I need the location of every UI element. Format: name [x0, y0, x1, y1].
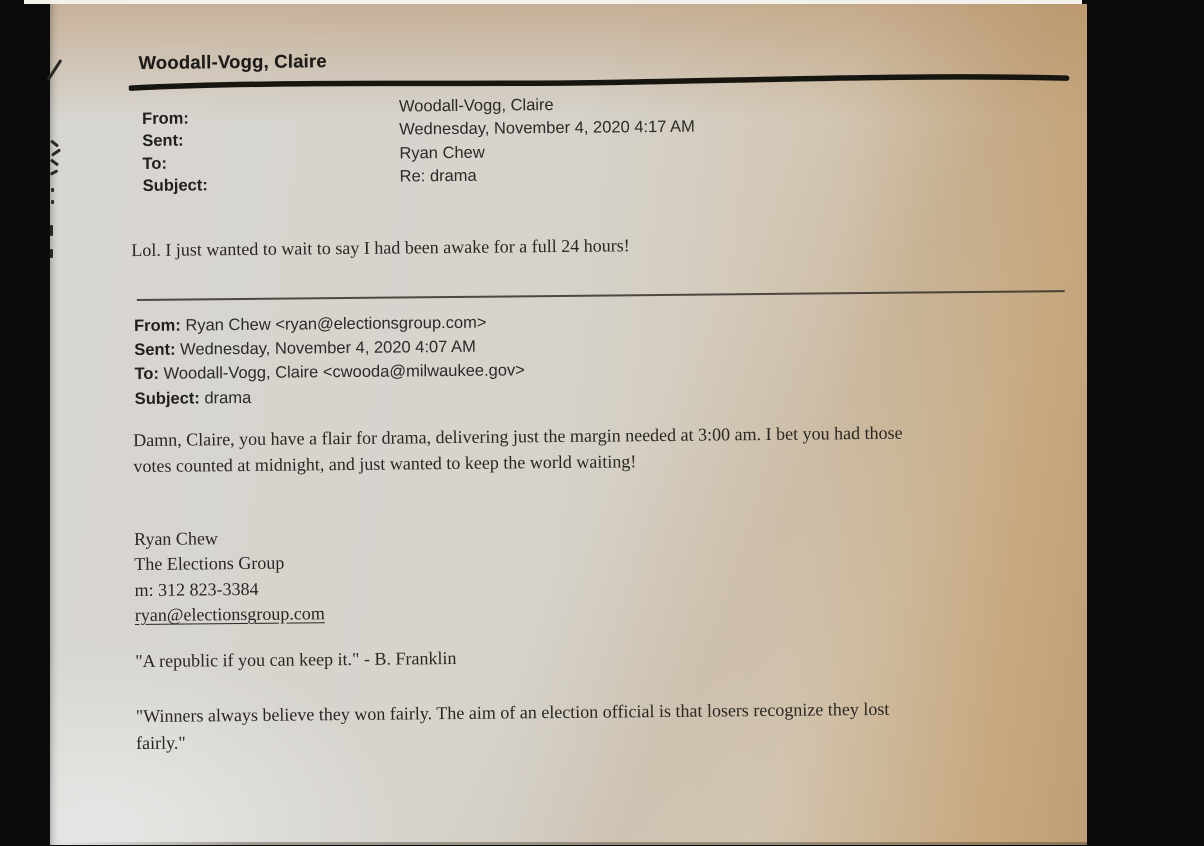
original-field-subject	[135, 383, 526, 411]
page-title: Woodall-Vogg, Claire	[138, 50, 327, 73]
field-value-sent: Wednesday, November 4, 2020 4:07 AM	[180, 337, 476, 359]
field-value-to: Woodall-Vogg, Claire <cwooda@milwaukee.gov>	[163, 361, 525, 384]
field-label-from: From:	[141, 109, 189, 128]
field-label-sent: Sent:	[134, 340, 176, 360]
field-value-subject: drama	[204, 388, 252, 407]
winners-quote-line-1: "Winners always believe they won fairly. The aim of an election official is that losers recognize they lost	[135, 698, 890, 727]
field-label-sent: Sent:	[142, 131, 184, 151]
signature-email-link: ryan@electionsgroup.com	[134, 603, 325, 626]
signature-company: The Elections Group	[134, 553, 285, 575]
reply-body-text: Lol. I just wanted to wait to say I had been awake for a full 24 hours!	[131, 235, 630, 261]
field-value-subject: Re: drama	[399, 166, 477, 186]
field-value-from: Ryan Chew <ryan@electionsgroup.com>	[185, 313, 487, 335]
winners-quote	[136, 696, 890, 756]
signature-block	[134, 525, 325, 628]
printed-email-page	[50, 4, 1087, 845]
original-field-to	[134, 359, 525, 387]
original-body-text	[133, 421, 903, 479]
field-label-subject: Subject:	[142, 176, 208, 196]
field-label-from: From:	[133, 316, 181, 336]
message-divider-line	[137, 290, 1065, 301]
reply-header-labels	[142, 107, 208, 197]
winners-quote-line-2: fairly."	[135, 732, 186, 753]
email-content	[46, 0, 1091, 846]
original-header-fields	[134, 310, 525, 411]
signature-phone: m: 312 823-3384	[134, 578, 259, 600]
original-field-sent	[134, 335, 525, 363]
header-rule	[129, 70, 1071, 93]
field-label-to: To:	[142, 154, 168, 173]
field-value-sent: Wednesday, November 4, 2020 4:17 AM	[399, 118, 695, 139]
original-body-line-1: Damn, Claire, you have a flair for drama, delivering just the margin needed at 3:00 am. I bet you had those	[133, 422, 903, 451]
field-label-to: To:	[134, 365, 160, 384]
field-label-subject: Subject:	[134, 389, 200, 408]
original-body-line-2: votes counted at midnight, and just wanted to keep the world waiting!	[133, 450, 637, 476]
reply-header-values	[399, 93, 696, 189]
franklin-quote: "A republic if you can keep it." - B. Franklin	[135, 647, 457, 672]
signature-name: Ryan Chew	[134, 528, 218, 550]
field-value-from: Woodall-Vogg, Claire	[398, 96, 554, 116]
field-value-to: Ryan Chew	[399, 143, 485, 163]
